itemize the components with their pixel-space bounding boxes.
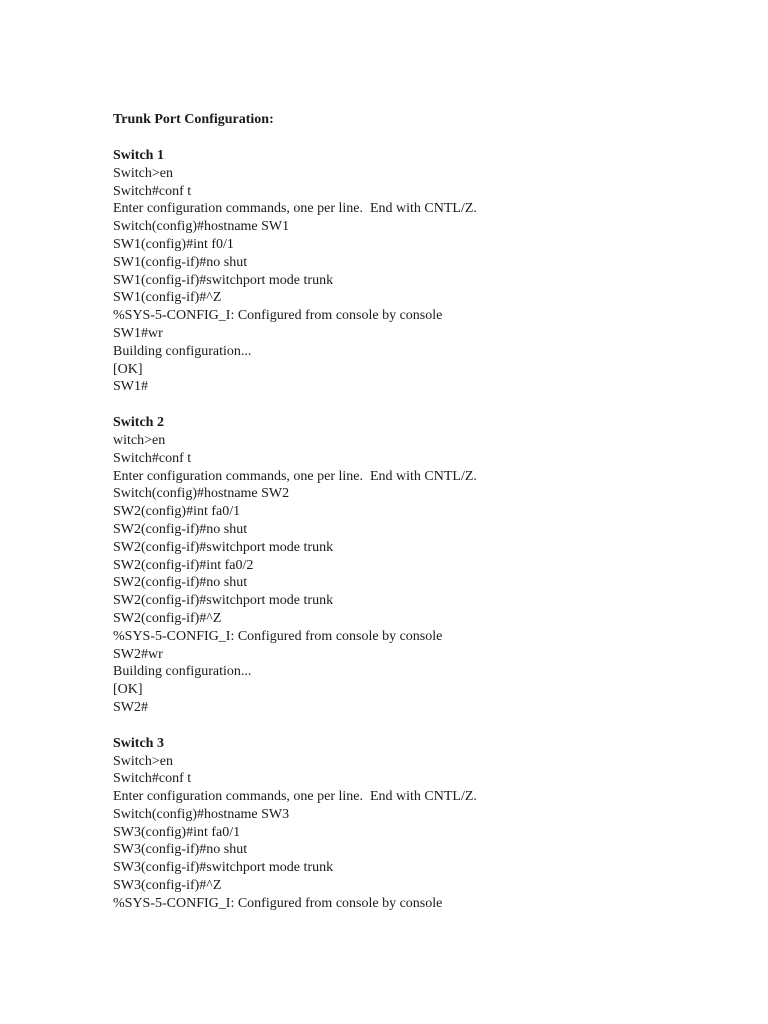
document-title: Trunk Port Configuration: [113,112,274,127]
config-line: Switch#conf t [113,450,192,466]
config-line: Enter configuration commands, one per line. End with CNTL/Z. [113,201,477,217]
config-line: SW2#wr [113,646,163,662]
config-line: Switch>en [113,753,173,769]
config-line: Switch>en [113,165,173,181]
config-line: SW2(config-if)#switchport mode trunk [113,593,334,609]
config-line: Switch#conf t [113,771,192,787]
switch-3-section [113,735,713,913]
config-line: SW3(config-if)#no shut [113,842,248,858]
config-line: SW2(config-if)#^Z [113,610,222,626]
config-line: [OK] [113,361,143,377]
config-line: Building configuration... [113,664,252,680]
section-heading: Switch 3 [113,735,164,751]
config-line: SW1(config-if)#no shut [113,254,248,270]
config-line: [OK] [113,682,143,698]
config-line: SW1#wr [113,325,163,341]
config-line: SW2(config-if)#int fa0/2 [113,557,254,573]
config-line: Switch(config)#hostname SW1 [113,219,290,235]
config-line: Enter configuration commands, one per line. End with CNTL/Z. [113,468,477,484]
config-line: SW1(config)#int f0/1 [113,236,234,252]
config-line: SW1# [113,379,148,395]
document-page [113,111,713,913]
config-line: SW2# [113,699,148,715]
config-line: Building configuration... [113,343,252,359]
config-line: Switch(config)#hostname SW2 [113,486,290,502]
config-line: %SYS-5-CONFIG_I: Configured from console by console [113,628,443,644]
config-line: witch>en [113,432,166,448]
config-line: SW2(config)#int fa0/1 [113,504,241,520]
section-heading: Switch 2 [113,415,164,431]
section-heading: Switch 1 [113,148,164,163]
config-line: SW2(config-if)#switchport mode trunk [113,539,334,555]
config-line: SW1(config-if)#^Z [113,290,222,306]
config-line: Switch(config)#hostname SW3 [113,806,290,822]
config-line: %SYS-5-CONFIG_I: Configured from console by console [113,308,443,324]
config-line: SW2(config-if)#no shut [113,575,248,591]
switch-1-section [113,147,713,396]
config-line: SW3(config)#int fa0/1 [113,824,241,840]
config-line: SW2(config-if)#no shut [113,521,248,537]
config-line: SW3(config-if)#^Z [113,878,222,894]
config-line: SW1(config-if)#switchport mode trunk [113,272,334,288]
config-line: SW3(config-if)#switchport mode trunk [113,860,334,876]
config-line: Switch#conf t [113,183,192,199]
config-line: Enter configuration commands, one per line. End with CNTL/Z. [113,789,477,805]
switch-2-section [113,414,713,717]
config-line: %SYS-5-CONFIG_I: Configured from console by console [113,895,443,911]
